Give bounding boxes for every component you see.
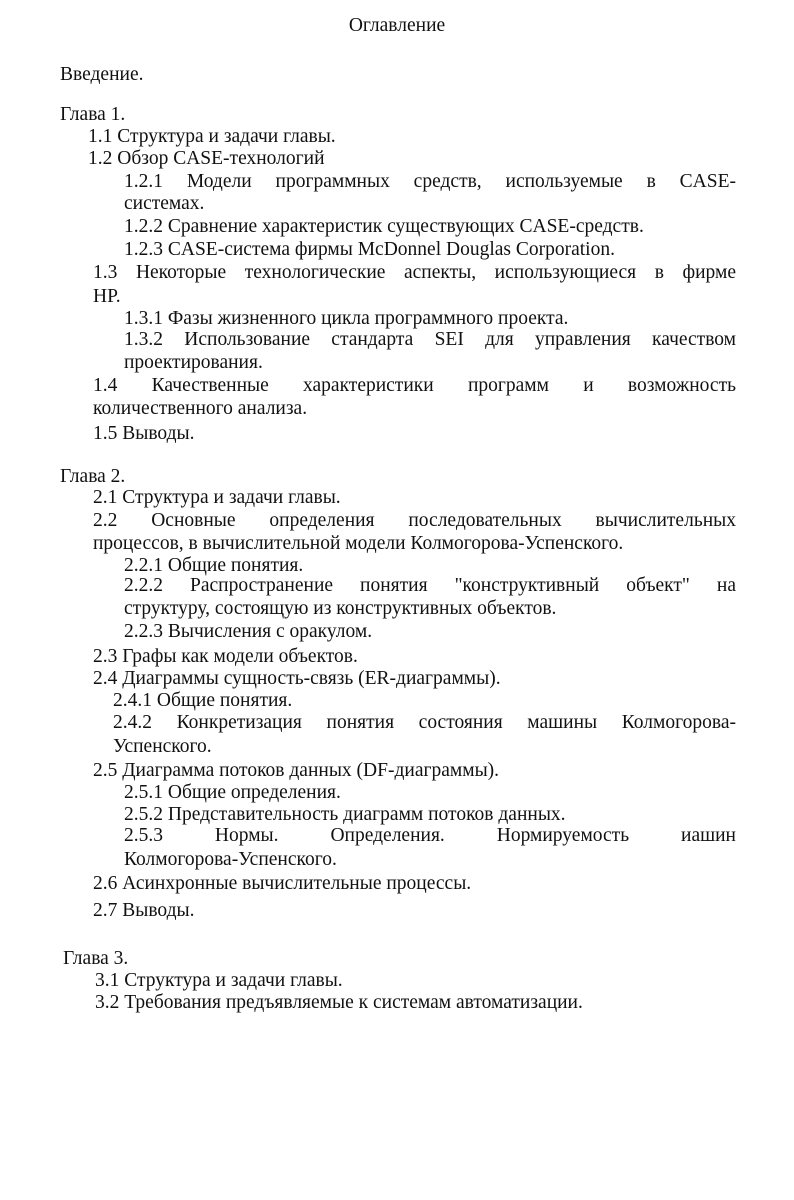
toc-entry: 2.2.3 Вычисления с оракулом. bbox=[124, 621, 373, 642]
toc-entry: 1.3.1 Фазы жизненного цикла программного проекта. bbox=[124, 308, 569, 329]
toc-entry: 2.4.1 Общие понятия. bbox=[113, 690, 293, 711]
toc-entry: 1.4 Качественные характеристики программ и возможность bbox=[93, 375, 736, 396]
toc-entry-cont: Колмогорова-Успенского. bbox=[124, 849, 337, 870]
page-title: Оглавление bbox=[348, 15, 446, 36]
toc-entry: 2.5.2 Представительность диаграмм потоков данных. bbox=[124, 804, 566, 825]
toc-entry: 2.4.2 Конкретизация понятия состояния машины Колмогорова- bbox=[113, 712, 736, 733]
toc-entry: 2.5 Диаграмма потоков данных (DF-диаграммы). bbox=[93, 760, 500, 781]
toc-entry-cont: системах. bbox=[124, 193, 205, 214]
toc-entry: 2.3 Графы как модели объектов. bbox=[93, 646, 358, 667]
toc-entry: 2.5.1 Общие определения. bbox=[124, 782, 341, 803]
toc-entry: 2.1 Структура и задачи главы. bbox=[93, 487, 341, 508]
toc-entry: 3.2 Требования предъявляемые к системам автоматизации. bbox=[95, 992, 583, 1013]
toc-entry: 1.2 Обзор CASE-технологий bbox=[88, 148, 325, 169]
toc-entry: 3.1 Структура и задачи главы. bbox=[95, 970, 343, 991]
toc-intro: Введение. bbox=[60, 64, 144, 85]
toc-entry: 2.2.1 Общие понятия. bbox=[124, 555, 304, 576]
toc-entry: 1.2.2 Сравнение характеристик существующих CASE-средств. bbox=[124, 216, 644, 237]
toc-entry: 1.3 Некоторые технологические аспекты, использующиеся в фирме bbox=[93, 262, 736, 283]
toc-entry: 1.5 Выводы. bbox=[93, 423, 195, 444]
toc-entry: 2.7 Выводы. bbox=[93, 900, 195, 921]
toc-entry: 2.4 Диаграммы сущность-связь (ER-диаграммы). bbox=[93, 668, 501, 689]
toc-entry: 1.1 Структура и задачи главы. bbox=[88, 126, 336, 147]
toc-entry: 2.5.3 Нормы. Определения. Нормируемость иашин bbox=[124, 825, 736, 846]
toc-entry-cont: процессов, в вычислительной модели Колмогорова-Успенского. bbox=[93, 533, 624, 554]
toc-entry: 1.2.1 Модели программных средств, используемые в CASE- bbox=[124, 171, 736, 192]
toc-entry: 2.2 Основные определения последовательных вычислительных bbox=[93, 510, 736, 531]
toc-entry: 2.6 Асинхронные вычислительные процессы. bbox=[93, 873, 472, 894]
toc-entry-cont: HP. bbox=[93, 286, 121, 307]
toc-entry-cont: проектирования. bbox=[124, 352, 263, 373]
chapter-heading: Глава 1. bbox=[60, 104, 126, 125]
toc-entry-cont: структуру, состоящую из конструктивных объектов. bbox=[124, 598, 557, 619]
toc-entry: 1.2.3 CASE-система фирмы McDonnel Douglas Corporation. bbox=[124, 239, 615, 260]
toc-entry: 2.2.2 Распространение понятия "конструктивный объект" на bbox=[124, 575, 736, 596]
toc-entry: 1.3.2 Использование стандарта SEI для управления качеством bbox=[124, 329, 736, 350]
toc-entry-cont: Успенского. bbox=[113, 736, 212, 757]
chapter-heading: Глава 3. bbox=[63, 948, 129, 969]
toc-entry-cont: количественного анализа. bbox=[93, 398, 308, 419]
chapter-heading: Глава 2. bbox=[60, 466, 126, 487]
